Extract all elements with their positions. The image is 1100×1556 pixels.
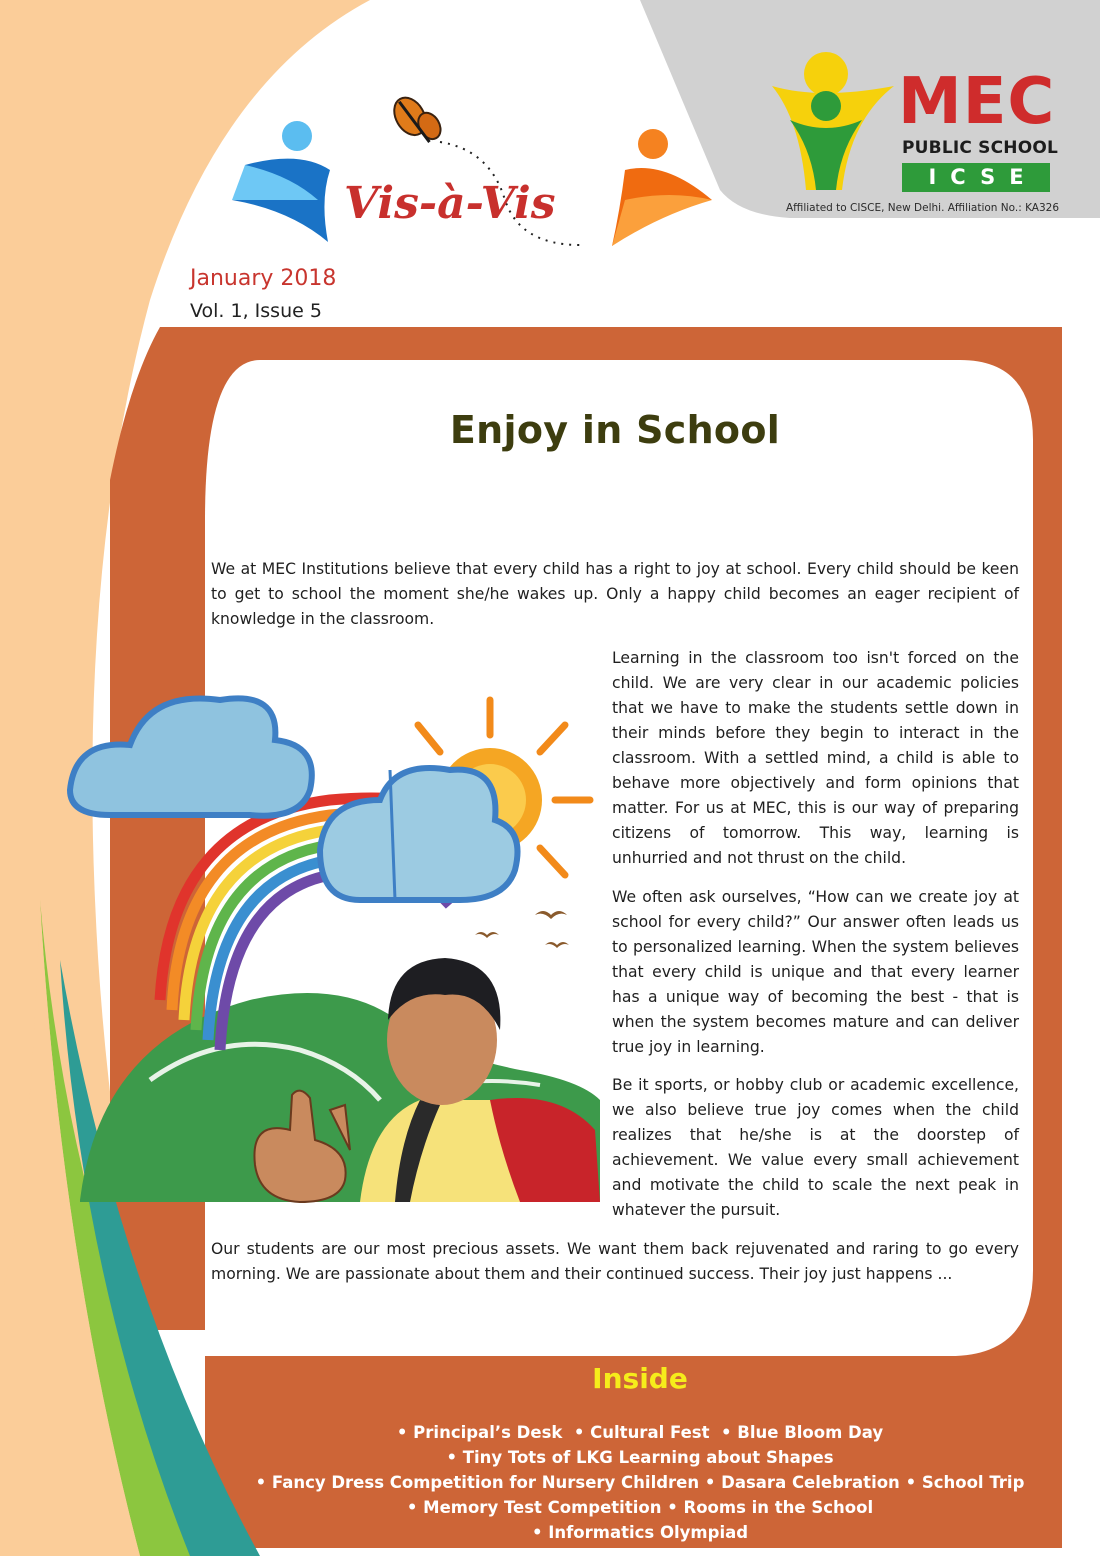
inside-contents-list xyxy=(250,1420,1030,1545)
school-board-label: ICSE xyxy=(928,165,1038,189)
inside-item: • Cultural Fest xyxy=(573,1423,710,1442)
article-intro-paragraph: We at MEC Institutions believe that every child has a right to joy at school. Every child should be keen to get to school the moment she/he wakes up. Only a happy child becomes an eager recipient of knowledge in the classroom. xyxy=(211,560,1019,628)
inside-item: • School Trip xyxy=(905,1473,1025,1492)
inside-item: • Memory Test Competition xyxy=(406,1498,662,1517)
affiliation-text: Affiliated to CISCE, New Delhi. Affiliation No.: KA326 xyxy=(786,202,1060,214)
newsletter-title: Vis-à-Vis xyxy=(344,178,556,229)
article-column-paragraph-1: Learning in the classroom too isn't forced on the child. We are very clear in our academic policies that we have to make the students settle down in their minds before they begin to interact in the classroom. With a settled mind, a child is able to behave more objectively and form opinions that matter. For us at MEC, this is our way of preparing citizens of tomorrow. This way, learning is unhurried and not thrust on the child. xyxy=(612,649,1019,867)
inside-title: Inside xyxy=(592,1362,688,1395)
inside-item: • Informatics Olympiad xyxy=(531,1523,749,1542)
issue-date: January 2018 xyxy=(190,266,337,291)
inside-item: • Rooms in the School xyxy=(667,1498,874,1517)
article-column-paragraph-2: We often ask ourselves, “How can we create joy at school for every child?” Our answer often leads us to personalized learning. When the system believes that every child is unique and that every learner has a unique way of becoming the best - that is when the system becomes mature and can deliver true joy in learning. xyxy=(612,888,1019,1056)
school-logo-subtitle: PUBLIC SCHOOL xyxy=(902,138,1059,158)
issue-volume: Vol. 1, Issue 5 xyxy=(190,300,322,322)
inside-item: • Tiny Tots of LKG Learning about Shapes xyxy=(446,1448,834,1467)
inside-item: • Fancy Dress Competition for Nursery Children xyxy=(255,1473,700,1492)
inside-item: • Blue Bloom Day xyxy=(720,1423,884,1442)
school-logo-name: MEC xyxy=(898,65,1056,139)
article-title: Enjoy in School xyxy=(449,408,781,452)
inside-item: • Principal’s Desk xyxy=(396,1423,563,1442)
article-closing-paragraph: Our students are our most precious assets. We want them back rejuvenated and raring to go every morning. We are passionate about them and their continued success. Their joy just happens ... xyxy=(211,1240,1019,1283)
illustration-birds xyxy=(475,911,569,948)
article-column-paragraph-3: Be it sports, or hobby club or academic excellence, we also believe true joy comes when the child realizes that he/she is at the doorstep of achievement. We value every small achievement and motivate the child to scale the next peak in whatever the pursuit. xyxy=(612,1076,1019,1219)
inside-item: • Dasara Celebration xyxy=(704,1473,900,1492)
